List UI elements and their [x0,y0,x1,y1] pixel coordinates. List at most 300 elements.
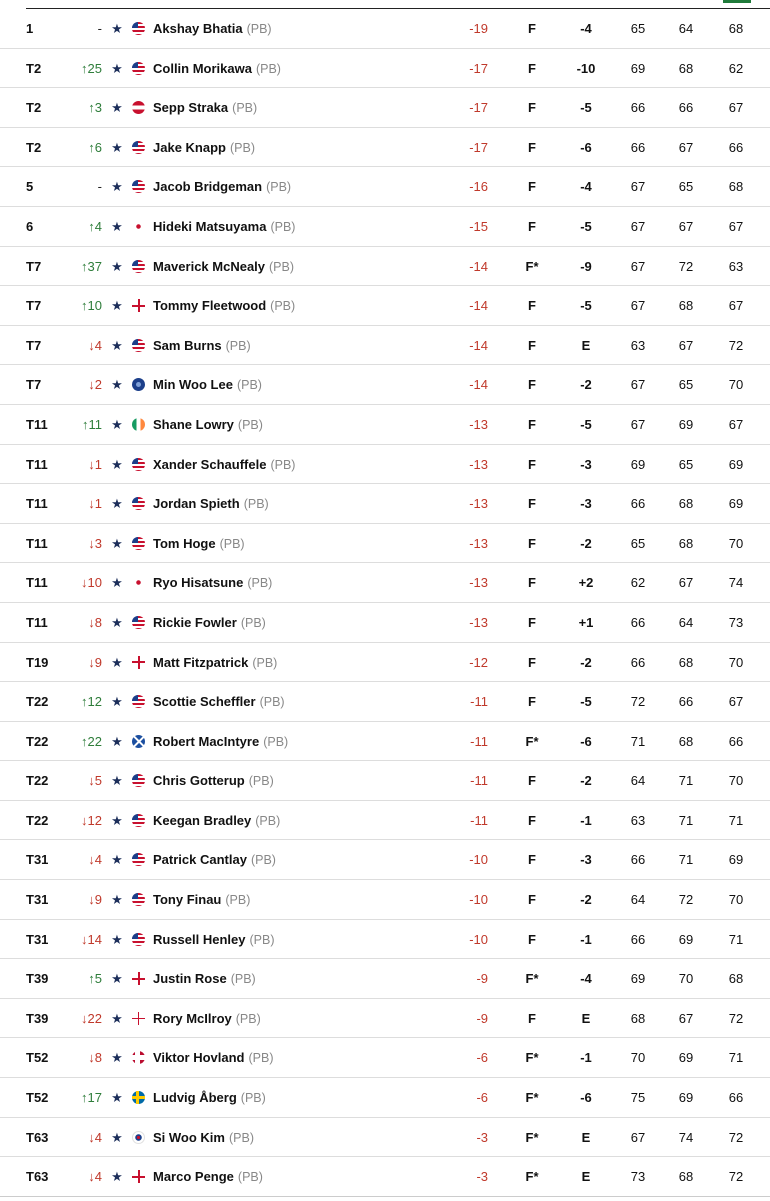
today-score: -10 [576,60,596,76]
round2-score: 68 [678,535,694,551]
round2-score: 74 [678,1129,694,1145]
table-row-9[interactable] [0,326,770,366]
today-score: +1 [578,614,594,630]
pb-tag: (PB) [259,695,285,710]
favorite-star-icon[interactable]: ★ [111,1129,123,1145]
thru-status: F [528,60,536,76]
total-score: -17 [469,60,488,76]
position-movement: ↓2 [88,377,102,393]
round1-score: 66 [630,852,646,868]
position-movement: ↑4 [88,218,102,234]
favorite-star-icon[interactable]: ★ [111,21,123,36]
player-name: Hideki Matsuyama [153,218,267,234]
total-score: -11 [470,812,488,828]
round3-score: 70 [728,892,744,908]
thru-status: F [528,21,536,36]
total-score: -3 [476,1129,488,1145]
favorite-star-icon[interactable]: ★ [111,694,123,710]
round2-score: 69 [678,1050,694,1066]
table-row-29[interactable] [0,1118,770,1158]
player-name-link[interactable] [153,840,276,879]
player-name-link[interactable] [153,207,295,246]
round3-score: 68 [728,971,744,987]
round1-score: 66 [630,139,646,155]
favorite-star-icon[interactable]: ★ [111,733,123,749]
player-name: Xander Schauffele [153,456,267,472]
table-row-15[interactable] [0,563,770,603]
position-movement: ↓12 [81,812,102,828]
player-name-link[interactable] [153,326,251,365]
round2-score: 71 [678,812,694,828]
flag-usa-icon [132,22,145,35]
table-row-11[interactable] [0,405,770,445]
favorite-star-icon[interactable]: ★ [111,416,123,432]
player-name-link[interactable] [153,286,295,325]
player-name-link[interactable] [153,484,269,523]
today-score: -5 [580,298,592,314]
round1-score: 66 [630,100,646,116]
round3-score: 73 [728,614,744,630]
pb-tag: (PB) [255,61,281,76]
round3-score: 66 [728,139,744,155]
today-score: -5 [580,416,592,432]
round1-score: 66 [630,614,646,630]
round1-score: 63 [630,337,646,353]
position-cell: T11 [26,614,48,630]
round3-score: 68 [728,21,744,36]
position-cell: T2 [26,139,42,155]
total-score: -17 [469,139,488,155]
player-name-link[interactable] [153,9,272,48]
today-score: -2 [580,773,592,789]
round3-score: 62 [728,60,744,76]
pb-tag: (PB) [270,457,296,472]
round2-score: 64 [678,21,694,36]
table-row-13[interactable] [0,484,770,524]
round3-score: 74 [728,575,744,591]
player-name-link[interactable] [153,1157,263,1196]
round3-score: 67 [728,416,744,432]
pb-tag: (PB) [269,259,295,274]
table-row-12[interactable] [0,445,770,485]
flag-usa-icon [132,458,145,471]
round1-score: 62 [630,575,646,591]
round2-score: 64 [678,614,694,630]
round3-score: 68 [728,179,744,195]
round2-score: 68 [678,654,694,670]
player-name: Rory McIlroy [153,1010,232,1026]
position-movement: ↓4 [88,337,102,353]
position-cell: T39 [26,1010,49,1026]
round1-score: 72 [630,694,646,710]
round1-score: 67 [630,298,646,314]
favorite-star-icon[interactable]: ★ [111,377,123,393]
pb-tag: (PB) [250,853,276,868]
round2-score: 67 [678,337,694,353]
position-cell: T52 [26,1090,49,1106]
pb-tag: (PB) [237,1170,263,1185]
round1-score: 75 [630,1090,646,1106]
table-row-6[interactable] [0,207,770,247]
favorite-star-icon[interactable]: ★ [111,337,123,353]
round3-score: 67 [728,694,744,710]
player-name-link[interactable] [153,1118,254,1157]
today-score: -3 [580,496,592,512]
player-name: Sam Burns [153,337,222,353]
favorite-star-icon[interactable]: ★ [111,60,123,76]
player-name-link[interactable] [153,167,291,206]
round2-score: 72 [678,258,694,274]
flag-eng-icon [132,299,145,312]
today-score: +2 [578,575,594,591]
flag-irl-icon [132,418,145,431]
total-score: -14 [469,377,488,393]
player-name-link[interactable] [153,682,285,721]
player-name: Ryo Hisatsune [153,575,244,591]
position-movement: ↓10 [81,575,102,591]
position-movement: ↑10 [81,298,102,314]
player-name-link[interactable] [153,801,280,840]
table-row-18[interactable] [0,682,770,722]
round1-score: 69 [630,456,646,472]
position-movement: ↑11 [82,416,102,432]
thru-status: F [528,456,536,472]
pb-tag: (PB) [236,378,262,393]
pb-tag: (PB) [225,893,251,908]
total-score: -10 [469,931,488,947]
round2-score: 67 [678,218,694,234]
player-name-link[interactable] [153,643,277,682]
table-row-30[interactable] [0,1157,770,1197]
round1-score: 69 [630,971,646,987]
round2-score: 65 [678,377,694,393]
player-name-link[interactable] [153,128,255,167]
total-score: -11 [470,733,488,749]
player-name: Tony Finau [153,892,222,908]
round1-score: 63 [630,812,646,828]
favorite-star-icon[interactable]: ★ [111,258,123,274]
player-name-link[interactable] [153,1078,266,1117]
today-score: E [581,1129,591,1145]
player-name-link[interactable] [153,761,274,800]
round3-score: 72 [728,1169,744,1185]
player-name: Robert MacIntyre [153,733,260,749]
thru-status: F [528,892,536,908]
table-row-19[interactable] [0,722,770,762]
flag-usa-icon [132,62,145,75]
table-row-5[interactable] [0,167,770,207]
flag-usa-icon [132,497,145,510]
player-name: Chris Gotterup [153,773,245,789]
thru-status: F [528,377,536,393]
player-name: Jordan Spieth [153,496,240,512]
favorite-star-icon[interactable]: ★ [111,1050,123,1066]
today-score: -4 [580,179,592,195]
table-row-20[interactable] [0,761,770,801]
round2-score: 67 [678,1010,694,1026]
round3-score: 70 [728,773,744,789]
round2-score: 72 [678,892,694,908]
pb-tag: (PB) [263,734,289,749]
player-name-link[interactable] [153,365,262,404]
player-name: Jake Knapp [153,139,226,155]
favorite-star-icon[interactable]: ★ [111,218,123,234]
flag-aut-icon [132,101,145,114]
flag-usa-icon [132,774,145,787]
position-movement: ↓8 [88,1050,102,1066]
favorite-star-icon[interactable]: ★ [111,100,123,116]
pb-tag: (PB) [270,219,296,234]
table-row-16[interactable] [0,603,770,643]
flag-kor-icon [132,1131,145,1144]
round3-score: 67 [728,218,744,234]
today-score: -1 [580,1050,592,1066]
favorite-star-icon[interactable]: ★ [111,1010,123,1026]
today-score: -5 [580,694,592,710]
thru-status: F [528,179,536,195]
table-row-26[interactable] [0,999,770,1039]
round2-score: 69 [678,931,694,947]
total-score: -9 [476,971,488,987]
total-score: -9 [476,1010,488,1026]
round2-score: 71 [678,773,694,789]
favorite-star-icon[interactable]: ★ [111,1090,123,1106]
player-name-link[interactable] [153,88,257,127]
position-cell: T63 [26,1129,49,1145]
table-row-14[interactable] [0,524,770,564]
round2-score: 65 [678,179,694,195]
total-score: -3 [476,1169,488,1185]
round3-score: 66 [728,733,744,749]
table-row-25[interactable] [0,959,770,999]
round1-score: 69 [630,60,646,76]
pb-tag: (PB) [235,1011,261,1026]
round2-score: 66 [678,100,694,116]
favorite-star-icon[interactable]: ★ [111,179,123,195]
round1-score: 67 [630,1129,646,1145]
today-score: -2 [580,377,592,393]
position-cell: 1 [26,21,34,36]
flag-usa-icon [132,260,145,273]
player-name: Marco Penge [153,1169,234,1185]
thru-status: F* [525,971,539,987]
flag-usa-icon [132,893,145,906]
table-row-10[interactable] [0,365,770,405]
total-score: -10 [469,892,488,908]
position-cell: T22 [26,812,49,828]
player-name-link[interactable] [153,405,263,444]
thru-status: F* [525,733,539,749]
today-score: -1 [580,812,592,828]
table-row-4[interactable] [0,128,770,168]
favorite-star-icon[interactable]: ★ [111,971,123,987]
flag-usa-icon [132,141,145,154]
position-cell: T7 [26,337,42,353]
today-score: -2 [580,892,592,908]
position-cell: T11 [26,496,48,512]
player-name: Shane Lowry [153,416,234,432]
thru-status: F [528,694,536,710]
round3-score: 69 [728,456,744,472]
flag-jpn-icon [132,576,145,589]
position-cell: T2 [26,100,42,116]
player-name-link[interactable] [153,247,294,286]
total-score: -10 [469,852,488,868]
round2-score: 68 [678,1169,694,1185]
flag-eng-icon [132,1170,145,1183]
table-row-28[interactable] [0,1078,770,1118]
favorite-star-icon[interactable]: ★ [111,139,123,155]
pb-tag: (PB) [243,497,269,512]
player-name: Sepp Straka [153,100,229,116]
pb-tag: (PB) [232,101,258,116]
position-movement: ↑22 [81,733,102,749]
player-name-link[interactable] [153,524,245,563]
player-name: Collin Morikawa [153,60,252,76]
today-score: E [581,1169,591,1185]
total-score: -19 [469,21,488,36]
favorite-star-icon[interactable]: ★ [111,1169,123,1185]
total-score: -11 [470,773,488,789]
flag-usa-icon [132,339,145,352]
position-cell: 6 [26,218,34,234]
table-row-21[interactable] [0,801,770,841]
round1-score: 66 [630,931,646,947]
favorite-star-icon[interactable]: ★ [111,654,123,670]
round2-score: 71 [678,852,694,868]
favorite-star-icon[interactable]: ★ [111,298,123,314]
thru-status: F [528,100,536,116]
favorite-star-icon[interactable]: ★ [111,456,123,472]
table-row-23[interactable] [0,880,770,920]
favorite-star-icon[interactable]: ★ [111,575,123,591]
table-row-24[interactable] [0,920,770,960]
player-name-link[interactable] [153,722,288,761]
position-movement: ↓4 [88,852,102,868]
player-name-link[interactable] [153,563,272,602]
player-name-link[interactable] [153,445,295,484]
player-name: Keegan Bradley [153,812,252,828]
pb-tag: (PB) [225,338,251,353]
position-cell: T7 [26,298,42,314]
table-row-2[interactable] [0,49,770,89]
table-row-7[interactable] [0,247,770,287]
table-row-8[interactable] [0,286,770,326]
position-cell: T22 [26,733,49,749]
player-name-link[interactable] [153,959,256,998]
favorite-star-icon[interactable]: ★ [111,773,123,789]
favorite-star-icon[interactable]: ★ [111,892,123,908]
position-cell: T31 [26,852,49,868]
position-movement: ↓9 [88,892,102,908]
round2-score: 67 [678,139,694,155]
table-row-3[interactable] [0,88,770,128]
round2-score: 69 [678,1090,694,1106]
favorite-star-icon[interactable]: ★ [111,852,123,868]
pb-tag: (PB) [249,932,275,947]
total-score: -16 [469,179,488,195]
header-tab-indicator [723,0,751,3]
player-name-link[interactable] [153,920,275,959]
table-row-17[interactable] [0,643,770,683]
thru-status: F [528,654,536,670]
thru-status: F [528,1010,536,1026]
position-cell: T19 [26,654,49,670]
round2-score: 70 [678,971,694,987]
player-name-link[interactable] [153,1038,274,1077]
table-row-22[interactable] [0,840,770,880]
position-cell: 5 [26,179,34,195]
favorite-star-icon[interactable]: ★ [111,535,123,551]
table-row-1[interactable] [0,9,770,49]
thru-status: F [528,773,536,789]
player-name-link[interactable] [153,880,250,919]
player-name-link[interactable] [153,603,266,642]
position-movement: ↑12 [81,694,102,710]
player-name: Akshay Bhatia [153,21,243,36]
player-name-link[interactable] [153,49,281,88]
favorite-star-icon[interactable]: ★ [111,931,123,947]
round3-score: 71 [728,1050,744,1066]
pb-tag: (PB) [230,972,256,987]
flag-sco-icon [132,735,145,748]
round1-score: 73 [630,1169,646,1185]
total-score: -13 [469,456,488,472]
player-name: Patrick Cantlay [153,852,247,868]
thru-status: F* [525,1169,539,1185]
total-score: -13 [469,496,488,512]
position-movement: - [97,21,102,36]
round3-score: 72 [728,1010,744,1026]
player-name: Scottie Scheffler [153,694,256,710]
pb-tag: (PB) [229,140,255,155]
round1-score: 65 [630,535,646,551]
round1-score: 67 [630,179,646,195]
position-cell: T7 [26,258,42,274]
position-movement: ↓1 [88,496,102,512]
position-movement: ↓8 [88,614,102,630]
total-score: -6 [476,1050,488,1066]
flag-usa-icon [132,814,145,827]
flag-usa-icon [132,180,145,193]
pb-tag: (PB) [252,655,278,670]
round3-score: 72 [728,1129,744,1145]
today-score: -4 [580,971,592,987]
favorite-star-icon[interactable]: ★ [111,812,123,828]
flag-usa-icon [132,933,145,946]
player-name: Russell Henley [153,931,246,947]
position-movement: ↑5 [88,971,102,987]
player-name-link[interactable] [153,999,261,1038]
pb-tag: (PB) [248,774,274,789]
table-row-27[interactable] [0,1038,770,1078]
position-movement: ↓3 [88,535,102,551]
total-score: -17 [469,100,488,116]
position-cell: T11 [26,416,48,432]
today-score: -9 [580,258,592,274]
round1-score: 68 [630,1010,646,1026]
round1-score: 67 [630,377,646,393]
pb-tag: (PB) [246,22,272,36]
today-score: -5 [580,218,592,234]
player-name: Tom Hoge [153,535,216,551]
flag-usa-icon [132,537,145,550]
pb-tag: (PB) [237,417,263,432]
position-movement: ↓9 [88,654,102,670]
position-cell: T11 [26,575,48,591]
favorite-star-icon[interactable]: ★ [111,614,123,630]
favorite-star-icon[interactable]: ★ [111,496,123,512]
